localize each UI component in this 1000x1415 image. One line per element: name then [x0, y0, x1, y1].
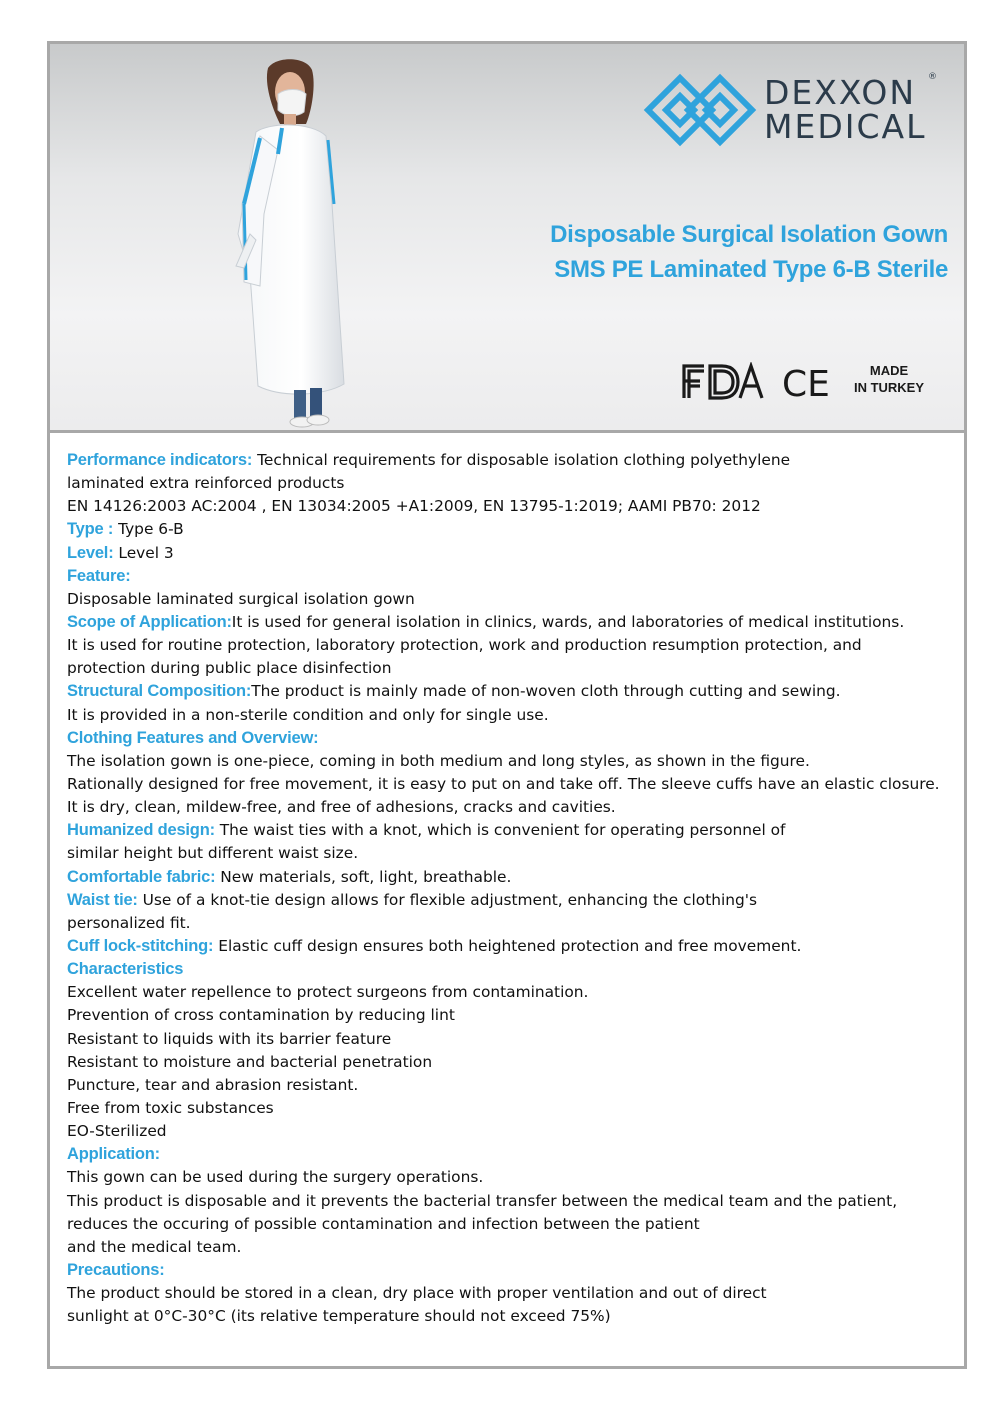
spec-label: Level: [67, 543, 114, 562]
spec-text: Elastic cuff design ensures both heightened protection and free movement. [213, 936, 802, 955]
spec-text: Technical requirements for disposable isolation clothing polyethylene [252, 451, 791, 469]
brand-name-line1: DEXXON [764, 73, 917, 112]
spec-line [67, 727, 957, 750]
specification-text [67, 449, 957, 1328]
spec-label: Structural Composition: [67, 682, 252, 701]
spec-line [67, 611, 957, 634]
spec-label: Type : [67, 520, 114, 539]
spec-label: Precautions: [67, 1260, 165, 1279]
spec-label: Scope of Application: [67, 612, 232, 631]
spec-text: and the medical team. [67, 1237, 242, 1256]
spec-text: Use of a knot-tie design allows for flexible adjustment, enhancing the clothing's [137, 890, 758, 909]
brand-name-line2: MEDICAL [764, 107, 927, 146]
spec-text: It is dry, clean, mildew-free, and free of adhesions, cracks and cavities. [67, 798, 616, 817]
spec-line [67, 912, 957, 935]
spec-label: Cuff lock-stitching: [67, 936, 214, 955]
spec-line [67, 1074, 957, 1097]
spec-line [67, 1190, 957, 1213]
spec-line [67, 773, 957, 796]
spec-text: It is used for general isolation in clinics, wards, and laboratories of medical institutions. [231, 612, 905, 631]
spec-text: Rationally designed for free movement, it is easy to put on and take off. The sleeve cuffs have an elastic closure. [67, 774, 940, 793]
spec-line [67, 657, 957, 680]
spec-line [67, 704, 957, 727]
spec-text: This product is disposable and it prevents the bacterial transfer between the medical team and the patient, [67, 1191, 898, 1210]
spec-line [67, 1259, 957, 1282]
made-line1: MADE [869, 363, 909, 378]
spec-line [67, 1282, 957, 1305]
product-title-line1: Disposable Surgical Isolation Gown [550, 221, 948, 248]
spec-line [67, 935, 957, 958]
spec-line [67, 796, 957, 819]
made-line2: IN TURKEY [853, 380, 925, 395]
spec-text: Type 6-B [113, 520, 184, 539]
spec-line [67, 542, 957, 565]
brand-logo [642, 72, 942, 152]
spec-line [67, 565, 957, 588]
spec-text: The isolation gown is one-piece, coming in both medium and long styles, as shown in the figure. [67, 751, 810, 770]
spec-line [67, 750, 957, 773]
spec-label: Humanized design: [67, 821, 215, 840]
spec-line [67, 1236, 957, 1259]
dexxon-logo-icon [642, 72, 758, 148]
spec-text: protection during public place disinfection [67, 659, 392, 678]
spec-label: Comfortable fabric: [67, 867, 216, 886]
spec-text: Puncture, tear and abrasion resistant. [67, 1075, 359, 1094]
spec-label: Performance indicators: [67, 451, 253, 469]
spec-line [67, 1097, 957, 1120]
spec-text: The product should be stored in a clean, dry place with proper ventilation and out of direct [67, 1284, 767, 1303]
spec-line [67, 1028, 957, 1051]
spec-line [67, 981, 957, 1004]
spec-text: personalized fit. [67, 913, 191, 932]
spec-line [67, 819, 957, 842]
spec-line [67, 866, 957, 889]
datasheet-frame [47, 41, 967, 1369]
ce-mark-text: CE [782, 364, 830, 402]
registered-mark: ® [928, 72, 937, 82]
spec-line [67, 1305, 957, 1328]
spec-line [67, 958, 957, 981]
spec-text: Prevention of cross contamination by reducing lint [67, 1006, 455, 1025]
product-title-line2: SMS PE Laminated Type 6-B Sterile [554, 256, 948, 283]
spec-line [67, 1004, 957, 1027]
ce-mark-icon [778, 362, 834, 402]
spec-text: Resistant to moisture and bacterial penetration [67, 1052, 433, 1071]
spec-line [67, 472, 957, 495]
spec-line [67, 495, 957, 518]
spec-text: Excellent water repellence to protect surgeons from contamination. [67, 983, 589, 1002]
made-in-turkey [846, 362, 932, 396]
header-banner [50, 44, 964, 433]
spec-line [67, 449, 957, 472]
spec-text: It is provided in a non-sterile condition and only for single use. [67, 705, 549, 724]
spec-text: sunlight at 0°C-30°C (its relative temperature should not exceed 75%) [67, 1307, 611, 1326]
spec-label: Clothing Features and Overview: [67, 728, 319, 747]
spec-label: Characteristics [67, 960, 184, 979]
spec-line [67, 1143, 957, 1166]
spec-line [67, 680, 957, 703]
spec-text: Resistant to liquids with its barrier feature [67, 1029, 392, 1048]
spec-line [67, 889, 957, 912]
spec-label: Feature: [67, 566, 131, 585]
spec-text: similar height but different waist size. [67, 844, 359, 863]
spec-text: The waist ties with a knot, which is convenient for operating personnel of [214, 821, 786, 840]
spec-line [67, 634, 957, 657]
product-photo [220, 54, 370, 430]
spec-text: Disposable laminated surgical isolation gown [67, 589, 415, 608]
spec-text: New materials, soft, light, breathable. [215, 867, 512, 886]
spec-line [67, 1120, 957, 1143]
spec-label: Application: [67, 1145, 160, 1164]
spec-line [67, 842, 957, 865]
spec-label: Waist tie: [67, 890, 138, 909]
spec-text: EO-Sterilized [67, 1122, 167, 1141]
spec-line [67, 1166, 957, 1189]
spec-text: Free from toxic substances [67, 1098, 274, 1117]
spec-line [67, 518, 957, 541]
spec-line [67, 1051, 957, 1074]
spec-line [67, 588, 957, 611]
fda-logo-icon [680, 362, 766, 402]
spec-text: EN 14126:2003 AC:2004 , EN 13034:2005 +A1:2009, EN 13795-1:2019; AAMI PB70: 2012 [67, 497, 761, 516]
spec-text: laminated extra reinforced products [67, 474, 345, 493]
spec-text: The product is mainly made of non-woven cloth through cutting and sewing. [251, 682, 841, 701]
spec-text: This gown can be used during the surgery operations. [67, 1168, 484, 1187]
spec-text: Level 3 [113, 543, 174, 562]
spec-text: reduces the occuring of possible contamination and infection between the patient [67, 1214, 700, 1233]
spec-text: It is used for routine protection, laboratory protection, work and production resumption protection, and [67, 636, 862, 655]
spec-line [67, 1213, 957, 1236]
